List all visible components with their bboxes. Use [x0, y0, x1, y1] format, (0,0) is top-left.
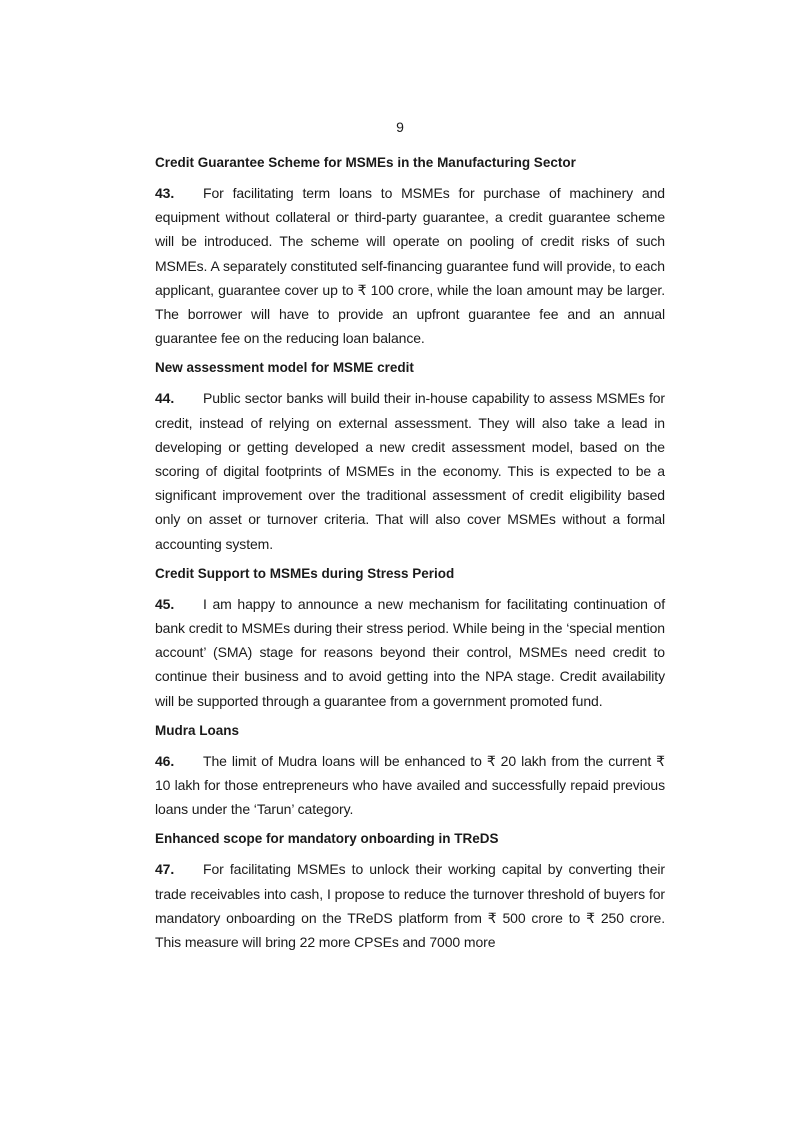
paragraph-text: The limit of Mudra loans will be enhanced to ₹ 20 lakh from the current ₹ 10 lakh for those entrepreneurs who have availed and successfully repaid previous loans under the ‘Tarun’ category.: [155, 752, 665, 818]
paragraph-44: [155, 386, 665, 555]
paragraph-text: Public sector banks will build their in-house capability to assess MSMEs for credit, instead of relying on external assessment. They will also take a lead in developing or getting developed a new credit assessment model, based on the scoring of digital footprints of MSMEs in the economy. This is expected to be a significant improvement over the traditional assessment of credit eligibility based only on asset or turnover criteria. That will also cover MSMEs without a formal accounting system.: [155, 390, 665, 552]
page-content: [155, 151, 665, 960]
section-heading-assessment-model: New assessment model for MSME credit: [155, 360, 414, 376]
paragraph-text: For facilitating MSMEs to unlock their working capital by converting their trade receivables into cash, I propose to reduce the turnover threshold of buyers for mandatory onboarding on the TReDS platform from ₹ 500 crore to ₹ 250 crore. This measure will bring 22 more CPSEs and 7000 more: [155, 861, 665, 951]
section-heading-treds: Enhanced scope for mandatory onboarding in TReDS: [155, 831, 499, 847]
paragraph-number: 43.: [155, 185, 175, 201]
section-heading-credit-guarantee: Credit Guarantee Scheme for MSMEs in the Manufacturing Sector: [155, 155, 576, 170]
paragraph-47: [155, 857, 665, 954]
paragraph-number: 45.: [155, 595, 175, 612]
paragraph-46: [155, 749, 665, 822]
section-heading-mudra-loans: Mudra Loans: [155, 722, 240, 738]
paragraph-45: [155, 592, 665, 713]
paragraph-text: I am happy to announce a new mechanism for facilitating continuation of bank credit to MSMEs during their stress period. While being in the ‘special mention account’ (SMA) stage for reasons beyond their control, MSMEs need credit to continue their business and to avoid getting into the NPA stage. Credit availability will be supported through a guarantee from a government promoted fund.: [155, 595, 665, 709]
paragraph-number: 46.: [155, 752, 175, 769]
section-heading-credit-support: Credit Support to MSMEs during Stress Period: [155, 565, 455, 581]
paragraph-text: For facilitating term loans to MSMEs for purchase of machinery and equipment without collateral or third-party guarantee, a credit guarantee scheme will be introduced. The scheme will operate on pooling of credit risks of such MSMEs. A separately constituted self-financing guarantee fund will provide, to each applicant, guarantee cover up to ₹ 100 crore, while the loan amount may be larger. The borrower will have to provide an upfront guarantee fee and an annual guarantee fee on the reducing loan balance.: [155, 185, 665, 347]
paragraph-43: [155, 181, 665, 350]
page-number: 9: [396, 119, 404, 135]
paragraph-number: 47.: [155, 861, 175, 878]
paragraph-number: 44.: [155, 390, 175, 407]
